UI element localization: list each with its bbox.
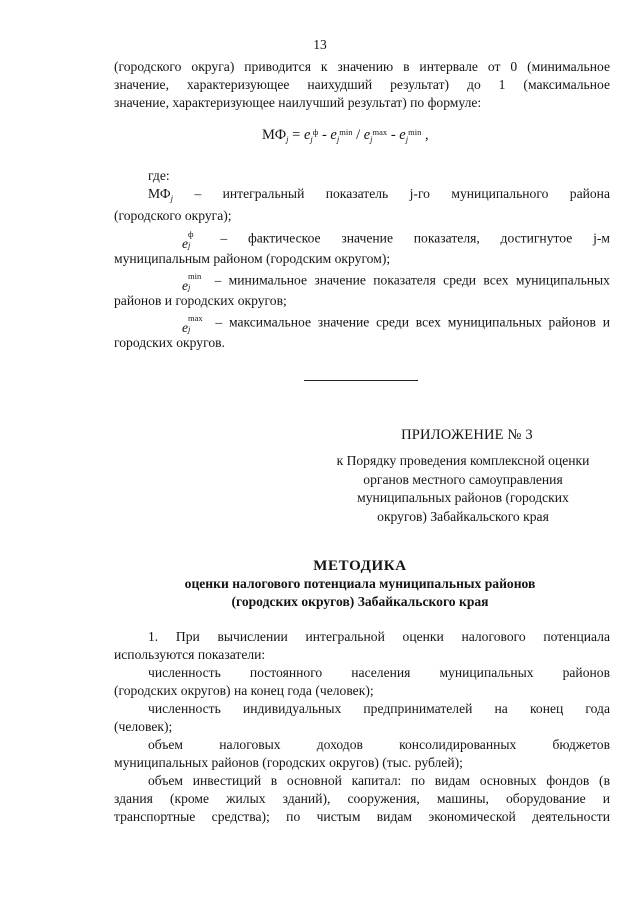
text-line: объем налоговых доходов консолидированных бюджетов xyxy=(148,737,610,752)
text-line: используются показатели: xyxy=(114,647,266,662)
formula-lhs: МФ xyxy=(262,127,287,143)
subtitle-line: округов) Забайкальского края xyxy=(377,508,549,524)
page-number: 13 xyxy=(313,37,327,52)
intro-paragraph xyxy=(114,58,610,112)
text-line: значение, характеризующее наихудший результат) до 1 (максимальное xyxy=(114,77,610,92)
formula-sup-min: min xyxy=(339,127,353,137)
formula xyxy=(262,126,429,148)
definition-text: – интегральный показатель j-го муниципального района xyxy=(194,186,610,201)
formula-eq: = xyxy=(288,127,304,143)
text-line: (городского округа); xyxy=(114,208,232,223)
symbol-e: e xyxy=(182,278,189,293)
symbol-sub: j xyxy=(188,282,191,292)
formula-sup-min: min xyxy=(408,127,422,137)
symbol-mf: МФ xyxy=(148,186,171,201)
definition-emax xyxy=(114,313,610,334)
symbol-e-f xyxy=(148,229,194,250)
formula-e: e xyxy=(363,127,371,143)
text-line: здания (кроме жилых зданий), сооружения, машины, оборудование и xyxy=(114,791,610,806)
symbol-sup: max xyxy=(188,313,203,323)
text-line: 1. При вычислении интегральной оценки налогового потенциала xyxy=(148,629,610,644)
symbol-e-min xyxy=(148,271,201,292)
formula-sup-f: ф xyxy=(312,127,319,137)
formula-minus: - xyxy=(387,127,400,143)
formula-trail: , xyxy=(421,127,429,143)
methodology-body xyxy=(114,628,610,826)
text-line: транспортные средства); по чистым видам экономической деятельности xyxy=(114,809,610,824)
where-label: где: xyxy=(148,168,170,183)
subtitle-line: органов местного самоуправления xyxy=(363,471,563,487)
text-line: (человек); xyxy=(114,719,173,734)
formula-slash: / xyxy=(352,127,364,143)
text-line: районов и городских округов; xyxy=(114,293,287,308)
subtitle-line: муниципальных районов (городских xyxy=(357,490,569,505)
appendix-subtitle xyxy=(318,452,608,526)
definition-text: – минимальное значение показателя среди всех муниципальных xyxy=(214,272,610,288)
methodology-subheading: оценки налогового потенциала муниципальных районов xyxy=(184,576,536,591)
section-divider xyxy=(304,380,418,381)
methodology-subheading: (городских округов) Забайкальского края xyxy=(231,594,489,609)
symbol-e-max xyxy=(148,313,203,334)
definition-mf xyxy=(114,185,610,207)
definition-emin xyxy=(114,271,610,292)
formula-sub: j xyxy=(370,134,373,144)
text-line: численность индивидуальных предпринимателей на конец года xyxy=(148,701,610,716)
text-line: городских округов. xyxy=(114,335,225,350)
text-line: муниципальным районом (городским округом); xyxy=(114,251,391,266)
text-line: муниципальных районов (городских округов) (тыс. рублей); xyxy=(114,755,463,770)
definitions-block xyxy=(114,167,610,352)
symbol-sub: j xyxy=(188,240,191,250)
formula-e: e xyxy=(399,127,406,143)
definition-ef xyxy=(114,229,610,250)
symbol-e: e xyxy=(182,320,189,335)
formula-e: e xyxy=(303,127,311,143)
symbol-sup: min xyxy=(188,271,202,281)
symbol-sub: j xyxy=(170,193,174,203)
text-line: объем инвестиций в основной капитал: по видам основных фондов (в xyxy=(148,773,610,788)
text-line: (городских округов) на конец года (человек); xyxy=(114,683,374,698)
formula-sub: j xyxy=(310,134,313,144)
formula-sub: j xyxy=(286,134,289,144)
symbol-e: e xyxy=(182,236,189,251)
methodology-heading: МЕТОДИКА xyxy=(313,558,407,574)
formula-minus: - xyxy=(318,127,331,143)
definition-text: – максимальное значение среди всех муниципальных районов и xyxy=(215,314,610,330)
formula-sub: j xyxy=(336,134,340,144)
appendix-title: ПРИЛОЖЕНИЕ № 3 xyxy=(401,427,533,443)
symbol-sup: ф xyxy=(188,229,194,239)
text-line: (городского округа) приводится к значению в интервале от 0 (минимальное xyxy=(114,59,610,74)
text-line: численность постоянного населения муниципальных районов xyxy=(148,665,610,680)
symbol-sub: j xyxy=(188,324,191,334)
formula-sup-max: max xyxy=(372,127,388,137)
formula-sub: j xyxy=(405,134,409,144)
subtitle-line: к Порядку проведения комплексной оценки xyxy=(336,453,590,468)
text-line: значение, характеризующее наилучший результат) по формуле: xyxy=(114,95,482,110)
formula-e: e xyxy=(330,127,337,143)
definition-text: – фактическое значение показателя, достигнутое j-м xyxy=(220,230,610,246)
